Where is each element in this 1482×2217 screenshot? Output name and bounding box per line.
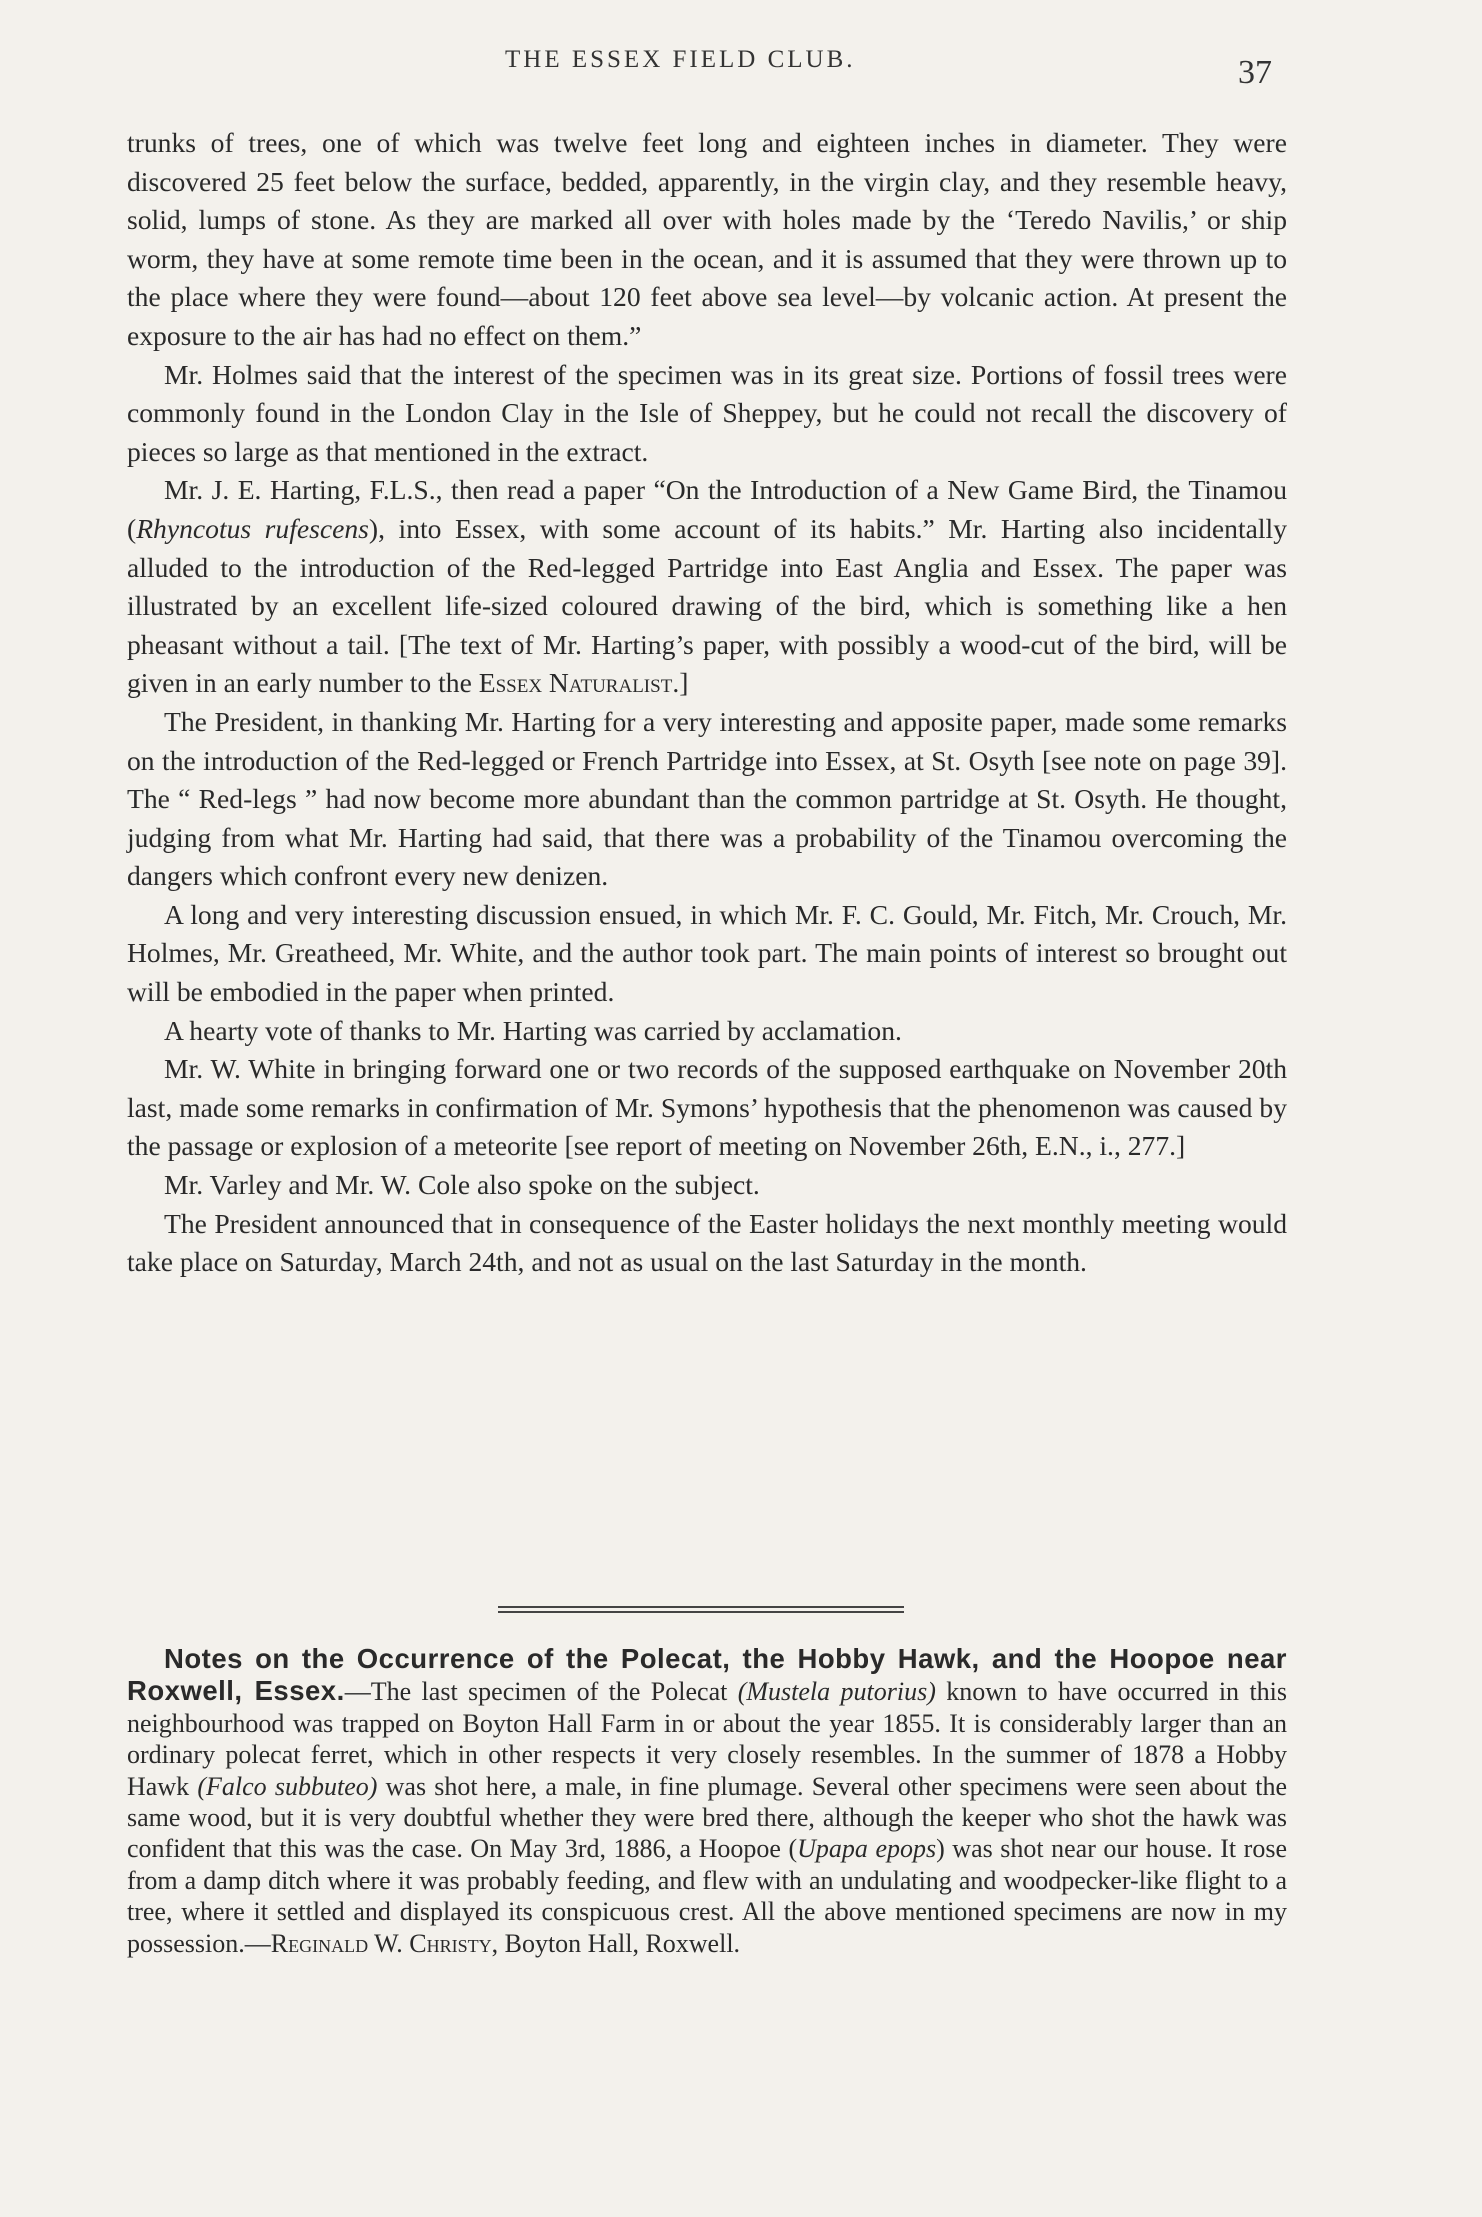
paragraph-discussion: A long and very interesting discussion ensued, in which Mr. F. C. Gould, Mr. Fitch, Mr. Crouch, Mr. Holmes, Mr. Greatheed, Mr. White, and the author took part. The main points of interest so brought out will be embodied in the paper when printed. bbox=[127, 898, 1287, 1008]
note-text-4: ) was shot near our house. It rose from a damp ditch where it was probably feeding, and flew with an undulating and woodpecker-like flight to a tree, where it settled and displayed its conspicuous crest. All the above mentioned specimens are now in my possession.— bbox=[127, 1834, 1287, 1958]
paragraph-earthquake: Mr. W. White in bringing forward one or two records of the supposed earthquake on November 20th last, made some remarks in confirmation of Mr. Symons’ hypothesis that the phenomenon was caused by the passage or explosion of a meteorite [see report of meeting on November 26th, E.N., i., 277.] bbox=[127, 1053, 1287, 1162]
note-author: Reginald W. Christy bbox=[270, 1928, 492, 1958]
main-text bbox=[127, 124, 1287, 1282]
page-number: 37 bbox=[1238, 54, 1272, 91]
paragraph-holmes: Mr. Holmes said that the interest of the specimen was in its great size. Portions of fossil trees were commonly found in the London Clay in the Isle of Sheppey, but he could not recall the discovery of pieces so large as that mentioned in the extract. bbox=[127, 358, 1287, 467]
note-text-2: known to have occurred in this neighbourhood was trapped on Boyton Hall Farm in or about the year 1855. It is considerably larger than an ordinary polecat ferret, which in other respects it very closely resembles. In the summer of 1878 a Hobby Hawk bbox=[127, 1677, 1288, 1801]
paragraph-president: The President, in thanking Mr. Harting for a very interesting and apposite paper, made some remarks on the introduction of the Red-legged or French Partridge into Essex, at St. Osyth [see note on page 39]. The “ Red-legs ” had now become more abundant than the common partridge at St. Osyth. He thought, judging from what Mr. Harting had said, that there was a probability of the Tinamou overcoming the dangers which confront every new denizen. bbox=[127, 705, 1287, 892]
note-place: , Boyton Hall, Roxwell. bbox=[491, 1928, 741, 1958]
note-text-3: was shot here, a male, in fine plumage. Several other specimens were seen about the same wood, but it is very doubtful whether they were bred there, although the keeper who shot the hawk was confident that this was the case. On May 3rd, 1886, a Hoopoe ( bbox=[127, 1771, 1288, 1864]
paragraph-announcement: The President announced that in consequence of the Easter holidays the next monthly meeting would take place on Saturday, March 24th, and not as usual on the last Saturday in the month. bbox=[127, 1207, 1287, 1278]
note-text-1: —The last specimen of the Polecat bbox=[344, 1677, 738, 1707]
harting-text-part-2: ), into Essex, with some account of its habits.” Mr. Harting also incidentally alluded to the introduction of the Red-legged Partridge into East Anglia and Essex. The paper was illustrated by an excellent life-sized coloured drawing of the bird, which is something like a hen pheasant without a tail. [The text of Mr. Harting’s paper, with possibly a wood-cut of the bird, will be given in an early number to the bbox=[127, 512, 1287, 699]
note-paragraph bbox=[127, 1643, 1287, 1959]
running-head bbox=[0, 44, 1482, 104]
species-name-polecat: (Mustela putorius) bbox=[737, 1677, 936, 1707]
note-section bbox=[127, 1643, 1287, 1959]
note-heading: Notes on the Occurrence of the Polecat, the Hobby Hawk, and the Hoopoe near Roxwell, Essex. bbox=[127, 1643, 1287, 1707]
section-divider bbox=[498, 1606, 904, 1613]
paragraph-harting-paper bbox=[127, 471, 1287, 703]
species-name-tinamou: Rhyncotus rufescens bbox=[136, 512, 369, 544]
running-head-title: THE ESSEX FIELD CLUB. bbox=[505, 46, 856, 73]
harting-text-part-3: .] bbox=[672, 667, 689, 699]
species-name-hoopoe: Upapa epops bbox=[797, 1834, 937, 1864]
journal-name: Essex Naturalist bbox=[478, 667, 673, 699]
paragraph-continued: trunks of trees, one of which was twelve feet long and eighteen inches in diameter. They were discovered 25 feet below the surface, bedded, apparently, in the virgin clay, and they resemble heavy, solid, lumps of stone. As they are marked all over with holes made by the ‘Teredo Navilis,’ or ship worm, they have at some remote time been in the ocean, and it is assumed that they were thrown up to the place where they were found—about 120 feet above sea level—by volcanic action. At present the exposure to the air has had no effect on them.” bbox=[127, 127, 1287, 351]
paragraph-vote-of-thanks: A hearty vote of thanks to Mr. Harting was carried by acclamation. bbox=[164, 1014, 902, 1046]
harting-text-part-1: Mr. J. E. Harting, F.L.S., then read a paper “On the Introduction of a New Game Bird, the Tinamou ( bbox=[127, 474, 1287, 544]
species-name-hobby: (Falco subbuteo) bbox=[197, 1771, 378, 1801]
paragraph-varley-cole: Mr. Varley and Mr. W. Cole also spoke on the subject. bbox=[164, 1169, 760, 1201]
